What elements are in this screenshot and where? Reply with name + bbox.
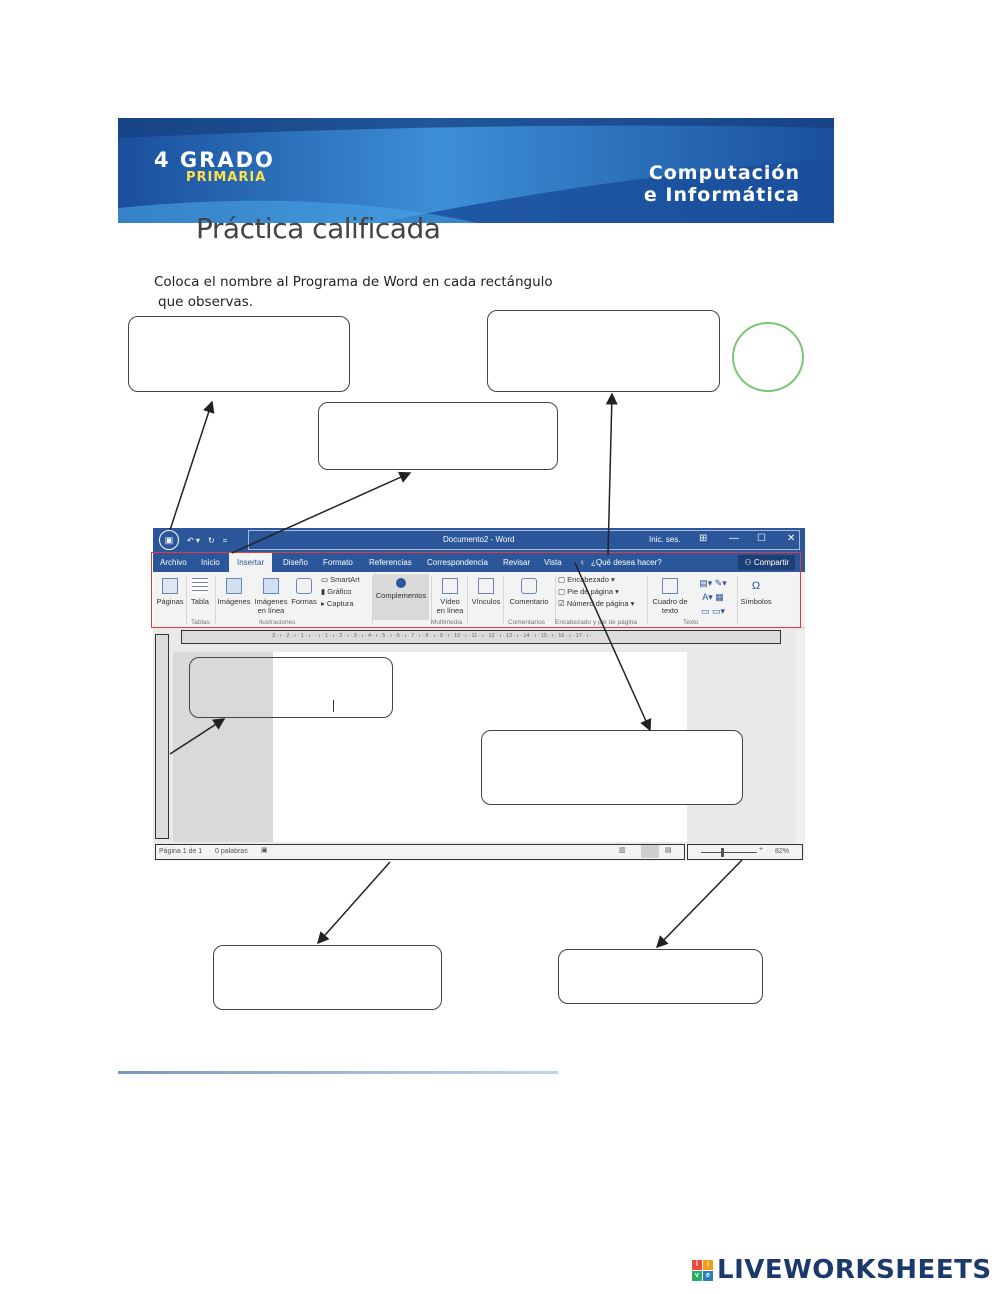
screenshot-label: Captura: [326, 599, 354, 608]
tab-formato[interactable]: Formato: [323, 558, 353, 567]
footer-label: Pie de página: [567, 587, 614, 596]
customize-qat-icon[interactable]: =: [222, 535, 228, 545]
tell-me-search[interactable]: ¿Qué desea hacer?: [591, 558, 662, 567]
maximize-icon[interactable]: ☐: [757, 533, 766, 544]
footer-button[interactable]: ▢ Pie de página ▾: [558, 587, 619, 596]
online-images-label-1: Imágenes: [254, 597, 288, 606]
page-number-label: Número de página: [566, 599, 629, 608]
page-title: Práctica calificada: [196, 212, 441, 245]
table-label: Tabla: [191, 597, 209, 606]
header-label: Encabezado: [567, 575, 609, 584]
arrow-quick-access: [170, 402, 212, 530]
close-icon[interactable]: ✕: [787, 533, 796, 544]
subject-line-2: e Informática: [643, 184, 800, 206]
arrow-title-bar: [232, 473, 410, 553]
arrow-ribbon-tabs: [608, 394, 612, 555]
tab-diseno[interactable]: Diseño: [283, 558, 308, 567]
tab-inicio[interactable]: Inicio: [201, 558, 220, 567]
tab-archivo[interactable]: Archivo: [160, 558, 187, 567]
omega-icon: Ω: [751, 580, 761, 592]
pages-label: Páginas: [156, 597, 184, 606]
person-icon: ⚇: [744, 558, 754, 567]
footer-divider: [118, 1071, 558, 1074]
zoom-in-icon[interactable]: +: [759, 846, 764, 853]
ribbon-display-icon[interactable]: ⊞: [699, 533, 708, 544]
arrow-ruler: [170, 719, 224, 754]
group-encabezado: Encabezado y pie de página: [555, 619, 638, 626]
group-comentarios: Comentarios: [508, 619, 545, 626]
zoom-level[interactable]: 82%: [775, 848, 790, 855]
group-multimedia: Multimedia: [431, 619, 463, 626]
lightbulb-icon: ♀: [579, 558, 585, 567]
screenshot-button[interactable]: ▸ Captura: [321, 599, 354, 608]
chart-button[interactable]: ▮ Gráfico: [321, 587, 352, 596]
tab-insertar[interactable]: Insertar: [229, 552, 272, 572]
smartart-label: SmartArt: [330, 575, 360, 584]
document-title: Documento2 - Word: [443, 535, 515, 544]
arrow-document-area: [575, 563, 650, 730]
brand-name: LIVEWORKSHEETS: [717, 1255, 992, 1285]
images-label: Imágenes: [217, 597, 251, 606]
grade-label: 4 GRADO: [154, 148, 275, 172]
sign-in-link[interactable]: Inic. ses.: [649, 535, 681, 544]
text-box-label-1: Cuadro de: [652, 597, 688, 606]
web-layout-icon[interactable]: ▤: [665, 847, 672, 854]
comment-label: Comentario: [509, 597, 549, 606]
chart-label: Gráfico: [327, 587, 352, 596]
tab-referencias[interactable]: Referencias: [369, 558, 412, 567]
undo-icon[interactable]: ↶ ▾: [187, 535, 200, 545]
shapes-label: Formas: [291, 597, 317, 606]
symbols-label: Símbolos: [740, 597, 772, 606]
addins-label: Complementos: [375, 591, 427, 600]
logo-icon: l i v e: [692, 1260, 713, 1281]
header-button[interactable]: ▢ Encabezado ▾: [558, 575, 615, 584]
online-images-label-2: en línea: [257, 606, 285, 615]
video-label-2: en línea: [436, 606, 464, 615]
instructions-line-1: Coloca el nombre al Programa de Word en cada rectángulo: [154, 274, 553, 290]
liveworksheets-logo: [692, 1255, 992, 1285]
group-texto: Texto: [683, 619, 699, 626]
redo-icon[interactable]: ↻: [207, 535, 215, 545]
tab-correspondencia[interactable]: Correspondencia: [427, 558, 488, 567]
page-number-button[interactable]: ☑ Número de página ▾: [558, 599, 635, 608]
read-mode-icon[interactable]: ▥: [619, 847, 626, 854]
save-icon[interactable]: ▣: [159, 530, 179, 550]
horizontal-ruler: 3 · ı · 2 · ı · 1 · ı · · ı · 1 · ı · 2 · ı · 3 · ı · 4 · ı · 5 · ı · 6 · ı · 7 · ı · 8 · ı · 9 · ı · 10 · ı · 11 · ı · 12 · ı · 13 · ı · 14 · ı · 15 · ı · 16 · ı · 17 · ı ·: [181, 630, 781, 644]
tab-vista[interactable]: Vista: [544, 558, 562, 567]
group-tablas: Tablas: [191, 619, 210, 626]
page-count[interactable]: Página 1 de 1: [159, 848, 203, 855]
tab-revisar[interactable]: Revisar: [503, 558, 531, 567]
group-ilustraciones: Ilustraciones: [259, 619, 296, 626]
video-label-1: Vídeo: [440, 597, 460, 606]
minimize-icon[interactable]: —: [729, 533, 739, 544]
subject-line-1: Computación: [648, 162, 800, 184]
share-label: Compartir: [753, 558, 789, 567]
arrow-zoom: [657, 860, 742, 947]
instructions-line-2: que observas.: [158, 294, 254, 310]
links-label: Vínculos: [471, 597, 501, 606]
word-count[interactable]: 0 palabras: [215, 848, 248, 855]
arrow-status-bar: [318, 862, 390, 943]
text-box-label-2: texto: [661, 606, 679, 615]
smartart-button[interactable]: ▭ SmartArt: [321, 575, 360, 584]
text-tools-icons[interactable]: ▤▾ ✎▾ A▾ ▦ ▭ ▭▾: [699, 578, 727, 616]
proofing-icon[interactable]: ▣: [261, 847, 268, 854]
level-label: PRIMARIA: [186, 170, 267, 185]
